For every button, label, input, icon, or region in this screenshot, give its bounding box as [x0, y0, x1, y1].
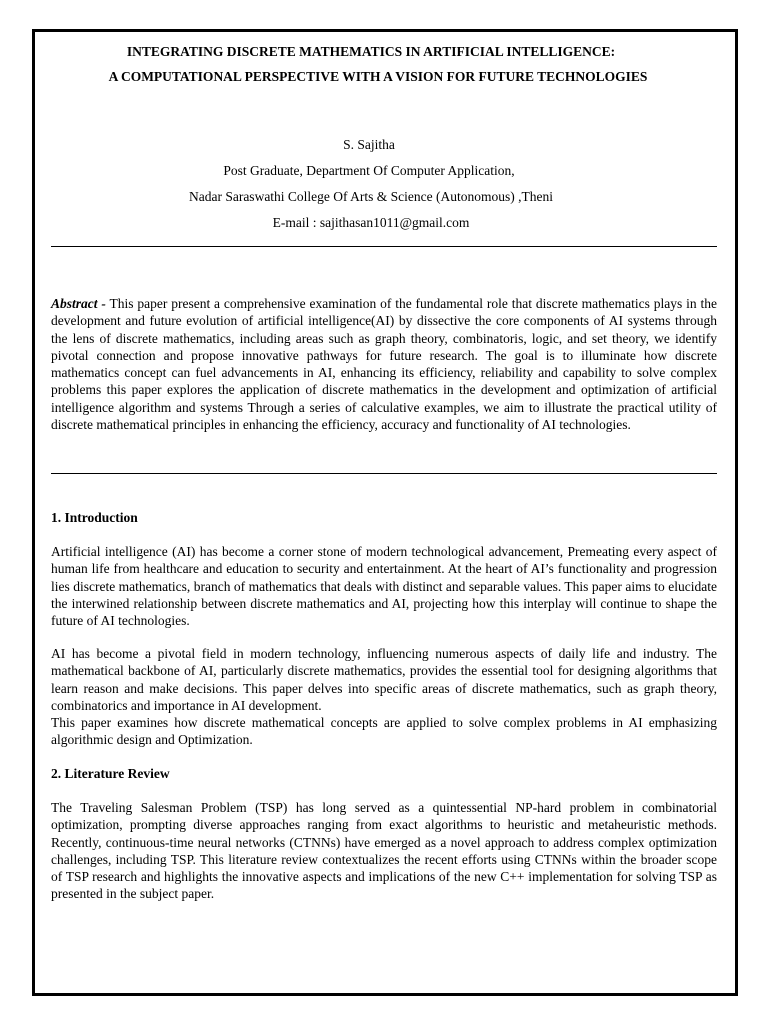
- author-institution: Nadar Saraswathi College Of Arts & Science (Autonomous) ,Theni: [188, 189, 554, 204]
- literature-paragraph-1: The Traveling Salesman Problem (TSP) has long served as a quintessential NP-hard problem in combinatorial optimization, prompting diverse approaches ranging from exact algorithms to heuristic and metaheuristic methods. Recently, continuous-time neural networks (CTNNs) have emerged as a novel approach to address complex optimization challenges, including TSP. This literature review contextualizes the recent efforts using CTNNs within the broader scope of TSP research and highlights the innovative aspects and implications of the new C++ implementation for solving TSP as presented in the subject paper.: [51, 800, 717, 902]
- divider-bottom: [51, 473, 717, 474]
- intro-paragraph-1: Artificial intelligence (AI) has become a corner stone of modern technological advancement, Premeating every aspect of human life from healthcare and education to security and entertainment. At the heart of AI’s functionality and progression lies discrete mathematics, branch of mathematics that deals with distinct and separable values. This paper aims to elucidate the interwined relationship between discrete mathematics and AI, projecting how this interplay will continue to shape the future of AI technologies.: [51, 544, 717, 629]
- abstract: [51, 295, 717, 433]
- author-position: Post Graduate, Department Of Computer Application,: [223, 163, 515, 178]
- paper-title-line-1: INTEGRATING DISCRETE MATHEMATICS IN ARTIFICIAL INTELLIGENCE:: [126, 44, 616, 59]
- abstract-label: Abstract -: [51, 296, 106, 311]
- divider-top: [51, 246, 717, 247]
- intro-paragraph-2: [51, 645, 717, 749]
- intro-paragraph-2a: AI has become a pivotal field in modern technology, influencing numerous aspects of daily life and industry. The mathematical backbone of AI, particularly discrete mathematics, provides the essential tool for designing algorithms that learn reason and make decisions. This paper delves into specific areas of discrete mathematics, such as graph theory, combinatorics and importance in AI development.: [51, 646, 717, 713]
- paper-title-line-2: A COMPUTATIONAL PERSPECTIVE WITH A VISION FOR FUTURE TECHNOLOGIES: [108, 69, 648, 84]
- author-name: S. Sajitha: [343, 137, 395, 152]
- section-heading-literature-review: 2. Literature Review: [51, 766, 170, 781]
- author-email: E-mail : sajithasan1011@gmail.com: [272, 215, 470, 230]
- section-heading-introduction: 1. Introduction: [51, 510, 138, 525]
- intro-paragraph-2b: This paper examines how discrete mathematical concepts are applied to solve complex problems in AI emphasizing algorithmic design and Optimization.: [51, 715, 717, 748]
- abstract-text: This paper present a comprehensive examination of the fundamental role that discrete mathematics plays in the development and future evolution of artificial intelligence(AI) by dissective the core components of AI systems through the lens of discrete mathematics, including areas such as graph theory, combinatoris, logic, and set theory, we identify pivotal connection and propose innovative pathways for future research. The goal is to illuminate how discrete mathematics concept can fuel advancements in AI, enhancing its efficiency, reliability and capability to solve complex problems this paper explores the application of discrete mathematics in the development and optimization of artificial intelligence algorithm and systems Through a series of calculative examples, we aim to illustrate the practical utility of discrete mathematical principles in enhancing the efficiency, accuracy and functionality of AI technologies.: [51, 296, 717, 433]
